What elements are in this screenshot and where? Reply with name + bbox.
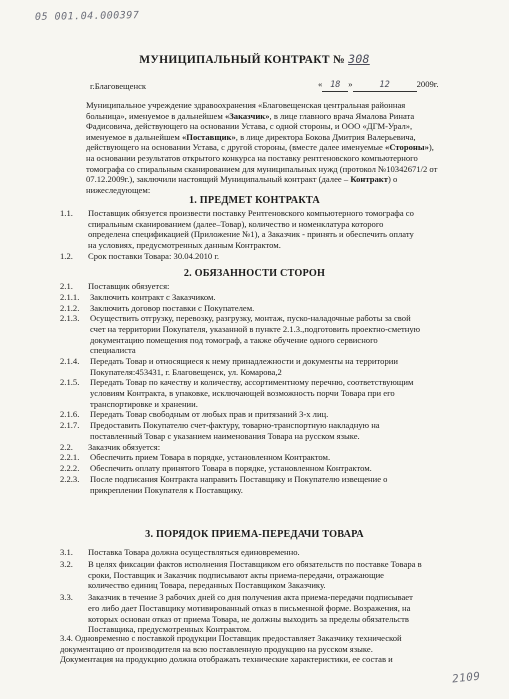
item-line: Осуществить отгрузку, перевозку, разгрузку, монтаж, пуско-наладочные работы за свой [90,313,411,324]
item-line: Передать Товар и относящиеся к нему принадлежности и документы на территории [90,356,398,366]
item-text [88,251,219,262]
contract-number: 308 [348,52,370,66]
item-line: Поставка Товара должна осуществляться единовременно. [88,547,300,557]
item-line: Заказчик обязуется: [88,441,161,452]
item-text [88,547,300,558]
item-line: счет на территории Покупателя, указанной в пункте 2.1.3.,подготовить проектно-сметную [90,323,421,334]
section-3-heading: 3. ПОРЯДОК ПРИЕМА-ПЕРЕДАЧИ ТОВАРА [145,529,364,540]
item-number: 2.1.7. [60,420,80,431]
preamble-line: Фадисовича, действующего на основании Устава, с одной стороны, и ООО «ДГМ-Урал», [86,121,413,132]
item-line: Обеспечить оплату принятого Товара в порядке, установленном Контрактом. [90,463,372,474]
item-number: 2.1.5. [60,377,80,388]
item-line: транспортировке и хранении. [90,398,198,409]
item-text [90,303,254,314]
item-number: 3.3. [60,592,73,603]
item-number: 2.2.3. [60,474,80,484]
item-text [90,452,330,463]
item-line: Поставщик обязуется: [88,281,170,291]
item-line: Поставщик обязуется произвести поставку Рентгеновского компьютерного томографа со [88,208,414,218]
item-line: сроки, Поставщик и Заказчик подписывают акты приема-передачи, отражающие [88,569,385,580]
item-text [90,377,413,409]
item-text [88,592,413,634]
item-text [88,442,160,453]
item-line: количество единиц Товара, переданных Поставщиком Заказчику. [88,580,326,591]
item-line: его либо дает Поставщику мотивированный отказ в письменной форме. Возражения, на [88,602,411,613]
item-line: Передать Товар по качеству и количеству, ассортиментному перечню, соответствующим [90,377,414,388]
item-line: Передать Товар свободным от любых прав и притязаний 3-х лиц. [90,409,329,420]
contract-date: « 18 » 12 2009г. [318,79,439,90]
item-line: которых основан отказ от приема Товара, не должны выходить за пределы обязательств [88,613,409,624]
item-line: Заключить договор поставки с Покупателем. [90,302,255,313]
item-line: определена спецификацией (Приложение №1), а Заказчик - принять и обеспечить оплату [88,229,414,240]
item-number: 2.2.1. [60,452,80,463]
item-number: 2.1.6. [60,409,80,420]
section-1-heading: 1. ПРЕДМЕТ КОНТРАКТА [189,195,320,206]
item-text [90,463,372,474]
item-line: После подписания Контракта направить Поставщику и Покупателю извещение о [90,474,388,484]
item-number: 3.1. [60,547,73,557]
item-line: Заказчик в течение 3 рабочих дней со дня получения акта приема-передачи подписывает [88,592,413,603]
item-line: Поставщика, предусмотренных Контрактом. [88,624,252,635]
preamble-line: нижеследующем: [86,184,151,195]
date-day: 18 [322,80,348,92]
preamble-line: 07.12.2009г.), заключили настоящий Муниципальный контракт (далее – Контракт) о [86,174,398,185]
item-text [88,281,169,292]
date-month: 12 [353,80,417,92]
preamble [86,100,466,195]
item-text [90,356,398,377]
item-number: 1.1. [60,208,73,218]
item-number: 1.2. [60,251,73,261]
item-line: условиям Контракта, в упаковке, исключающей возможность порчи Товара при его [90,387,395,398]
item-text [88,208,414,250]
item-number: 2.1.2. [60,302,80,313]
document-title [0,52,509,66]
preamble-line: именуемое в дальнейшем «Поставщик», в лице директора Бокова Дмитрия Валерьевича, [86,131,416,142]
item-line: прикреплении Покупателя к Поставщику. [90,484,243,495]
item-number: 2.1.4. [60,356,80,366]
item-number: 2.1.3. [60,313,80,324]
item-number: 2.1.1. [60,291,80,302]
item-line: на условиях, предусмотренных данным Контрактом. [88,239,281,250]
item-line: специалиста [90,345,136,356]
item-text [90,474,387,495]
item-text [90,313,420,355]
item-text [90,292,216,303]
item-line: В целях фиксации фактов исполнения Поставщиком его обязательств по поставке Товара в [88,559,422,570]
date-year: 2009г. [416,79,439,89]
city: г.Благовещенск [90,81,147,91]
item-line: Обеспечить прием Товара в порядке, установленном Контрактом. [90,452,331,463]
preamble-line: действующего на основании Устава, с другой стороны, (вместе далее именуемые «Стороны»), [86,142,434,153]
handwritten-registry-number: 05 001.04.000397 [34,10,140,23]
item-line: Заключить контракт с Заказчиком. [90,291,216,302]
title-prefix: МУНИЦИПАЛЬНЫЙ КОНТРАКТ № [139,54,345,66]
item-line: Покупателя:453431, г. Благовещенск, ул. Комарова,2 [90,366,282,377]
preamble-line: больница», именуемое в дальнейшем «Заказчик», в лице главного врача Ямалова Рината [86,110,415,121]
item-line: Срок поставки Товара: 30.04.2010 г. [88,251,220,261]
preamble-line: томографа со спиральным сканированием для муниципальных нужд (протокол №10342671/2 от [86,163,438,174]
item-text [90,409,328,420]
item-line: Предоставить Покупателю счет-фактуру, товарно-транспортную накладную на [90,420,380,431]
item-number: 2.2. [60,441,73,452]
item-text [90,420,380,441]
item-line: поставленный Товар с указанием наименования Товара на русском языке. [90,430,360,441]
item-text [88,559,422,591]
paragraph-3-4: 3.4. Одновременно с поставкой продукции Поставщик предоставляет Заказчику технической документацию от производителя на всю поставленную продукцию на русском языке. Документация на продукцию должна отображать технические характеристики, ее состав и [60,633,402,665]
handwritten-page-mark: 2109 [451,669,482,686]
item-number: 2.2.2. [60,463,80,474]
item-line: документацию помещения под томограф, а также обучение одного сервисного [90,334,378,345]
section-2-heading: 2. ОБЯЗАННОСТИ СТОРОН [183,268,326,279]
item-line: спиральным сканированием (далее–Товар), количество и номенклатура которого [88,218,384,229]
item-number: 2.1. [60,281,73,291]
preamble-line: Муниципальное учреждение здравоохранения «Благовещенская центральная районная [86,100,406,110]
item-number: 3.2. [60,559,73,570]
preamble-line: на основании результатов открытого конкурса на поставку рентгеновского компьютерного [86,152,418,163]
